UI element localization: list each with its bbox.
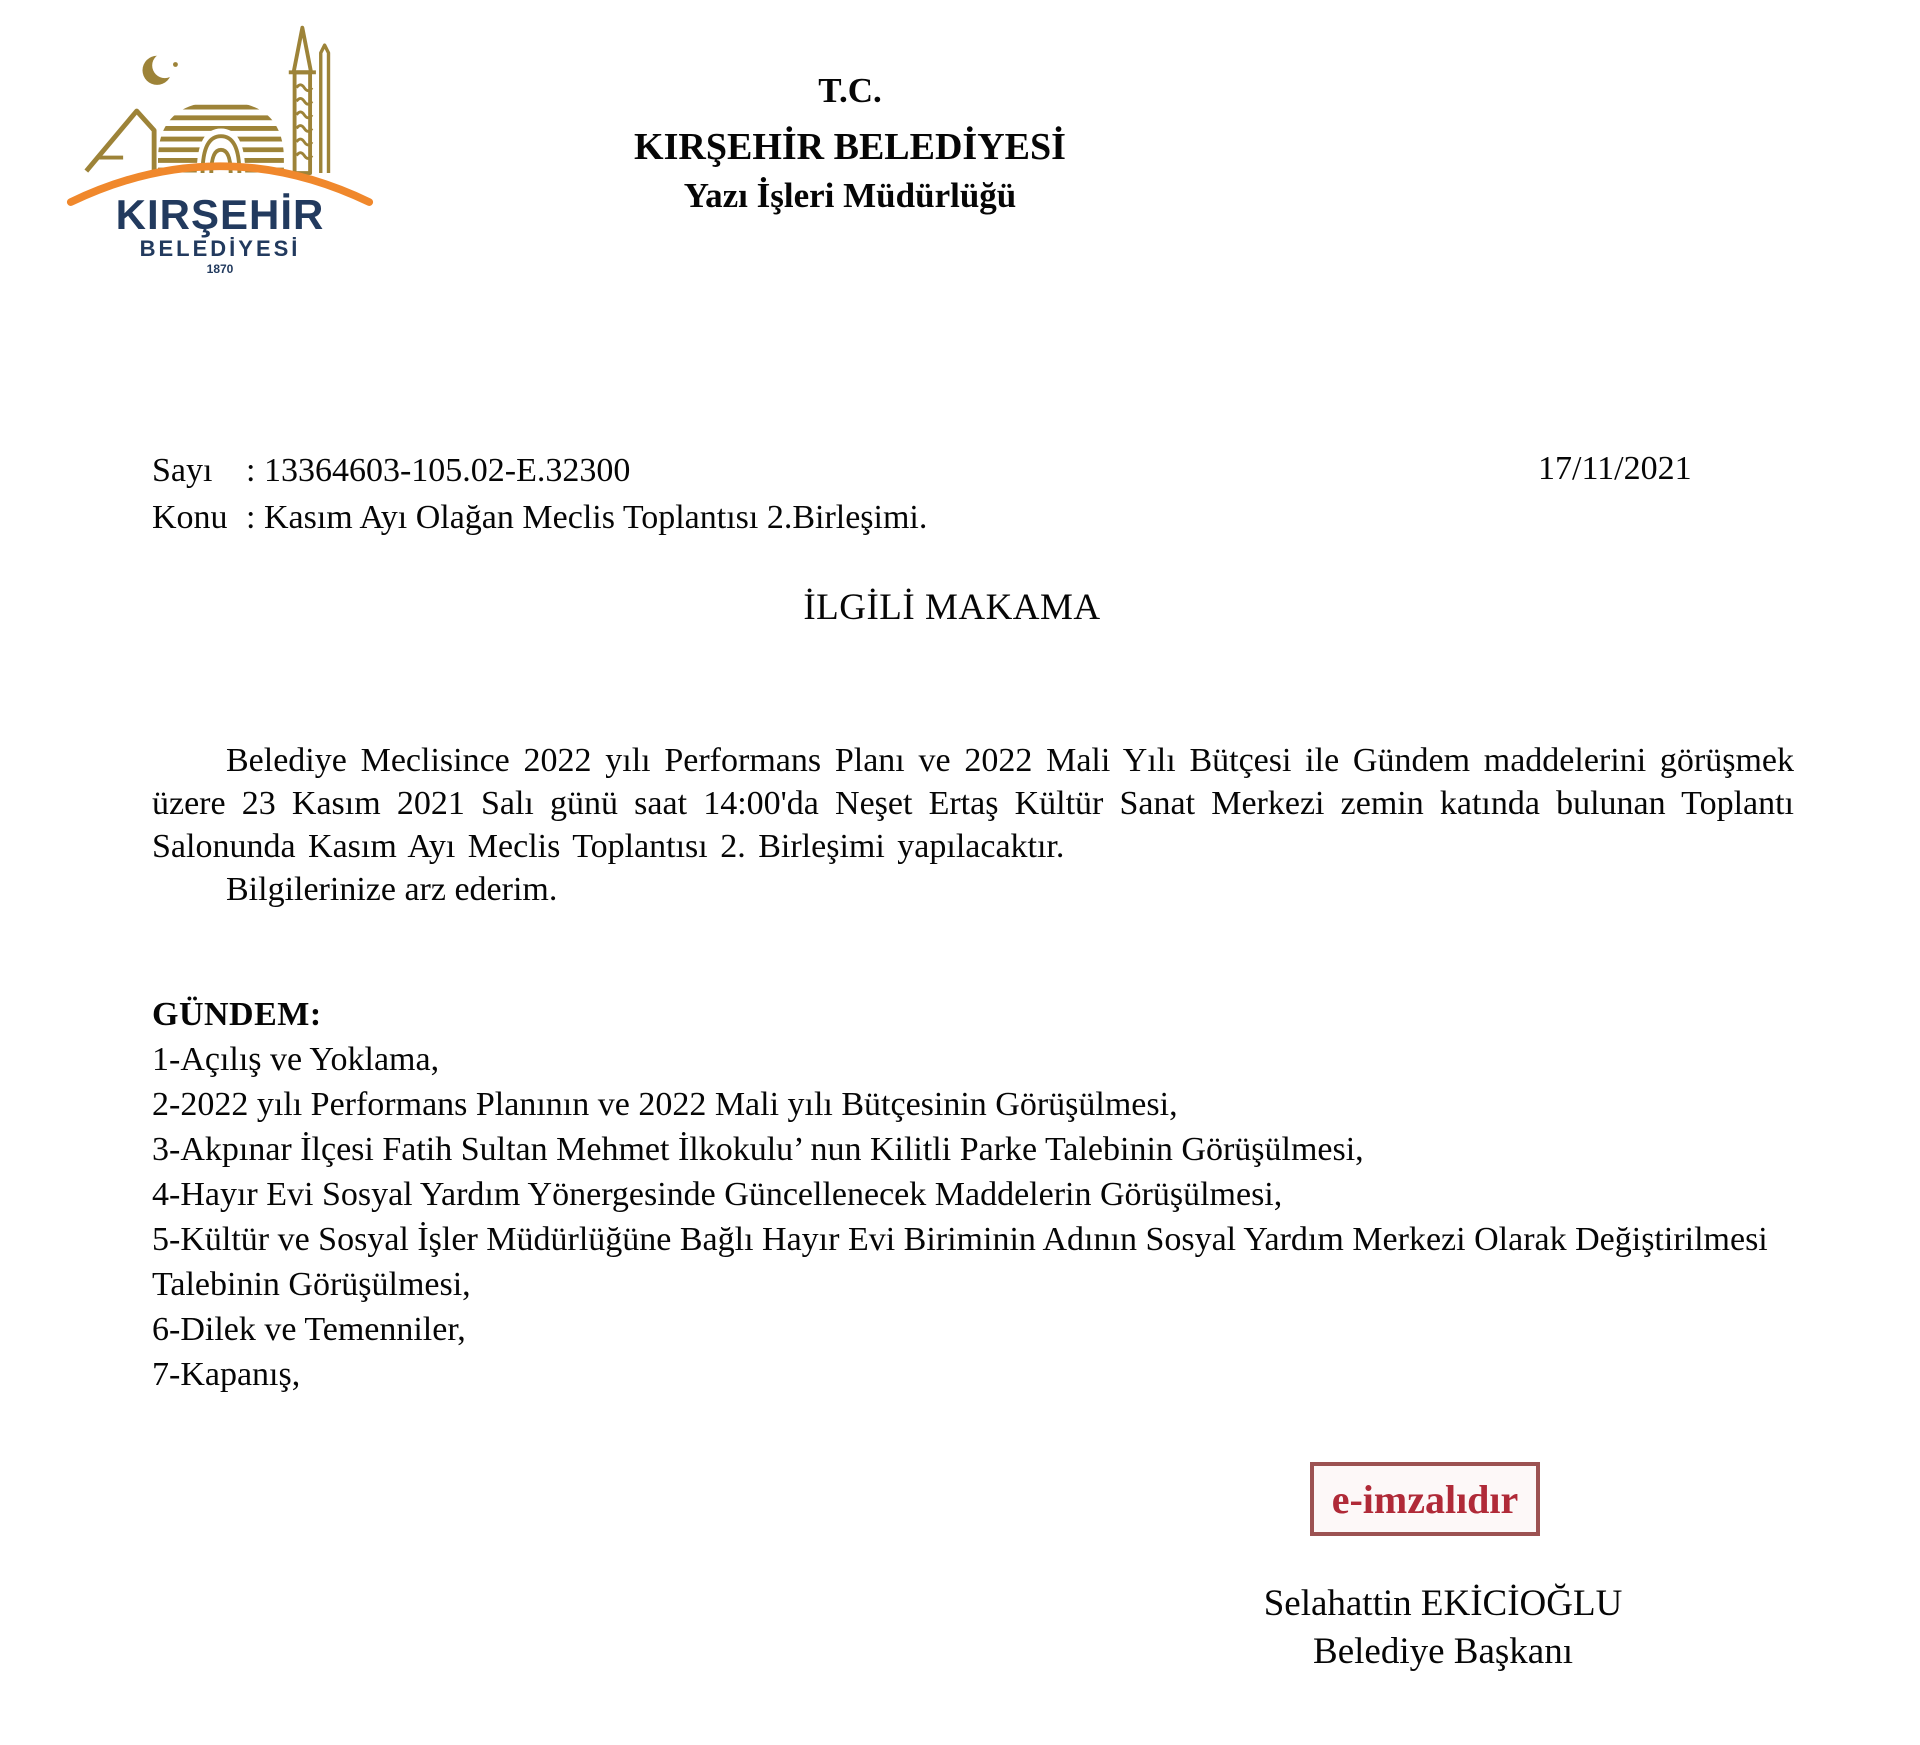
recipient-heading: İLGİLİ MAKAMA xyxy=(803,587,1101,628)
letterhead xyxy=(350,72,1350,216)
e-signature-stamp-label: e-imzalıdır xyxy=(1331,1476,1519,1522)
agenda-item-5: 5-Kültür ve Sosyal İşler Müdürlüğüne Bağlı Hayır Evi Biriminin Adının Sosyal Yardım Merkezi Olarak Değiştirilmesi Talebinin Görüşülmesi, xyxy=(152,1221,1768,1303)
signature-block xyxy=(1163,1580,1723,1676)
konu-label: Konu xyxy=(152,498,228,536)
department-heading: Yazı İşleri Müdürlüğü xyxy=(683,176,1017,216)
municipality-logo xyxy=(62,14,378,277)
logo-name: KIRŞEHİR xyxy=(115,191,325,238)
crescent-icon xyxy=(143,53,178,85)
agenda-title: GÜNDEM: xyxy=(152,996,322,1033)
konu-value: : Kasım Ayı Olağan Meclis Toplantısı 2.Birleşimi. xyxy=(246,498,928,536)
logo-year: 1870 xyxy=(206,262,234,277)
signatory-title: Belediye Başkanı xyxy=(1313,1631,1573,1672)
konu-row xyxy=(152,495,927,542)
document-date: 17/11/2021 xyxy=(1538,450,1692,487)
republic-heading: T.C. xyxy=(818,71,882,110)
logo-subtitle: BELEDİYESİ xyxy=(139,236,301,261)
municipality-heading: KIRŞEHİR BELEDİYESİ xyxy=(634,125,1066,168)
agenda-item-6: 6-Dilek ve Temenniler, xyxy=(152,1311,466,1348)
agenda-item-1: 1-Açılış ve Yoklama, xyxy=(152,1041,440,1078)
agenda-item-2: 2-2022 yılı Performans Planının ve 2022 Mali yılı Bütçesinin Görüşülmesi, xyxy=(152,1086,1178,1123)
document-meta xyxy=(152,448,927,542)
sayi-row xyxy=(152,448,927,495)
mosque-emblem-icon xyxy=(65,14,375,208)
agenda-item-4: 4-Hayır Evi Sosyal Yardım Yönergesinde Güncellenecek Maddelerin Görüşülmesi, xyxy=(152,1176,1283,1213)
sayi-value: : 13364603-105.02-E.32300 xyxy=(246,452,631,489)
sayi-label: Sayı xyxy=(152,452,213,489)
agenda-item-3: 3-Akpınar İlçesi Fatih Sultan Mehmet İlkokulu’ nun Kilitli Parke Talebinin Görüşülmesi, xyxy=(152,1131,1364,1168)
closing-line: Bilgilerinize arz ederim. xyxy=(226,871,558,908)
agenda-item-7: 7-Kapanış, xyxy=(152,1356,301,1393)
signatory-name: Selahattin EKİCİOĞLU xyxy=(1263,1583,1623,1624)
agenda-section xyxy=(152,992,1794,1397)
e-signature-stamp xyxy=(1310,1462,1540,1536)
house-icon xyxy=(86,111,154,171)
letter-body xyxy=(152,739,1794,911)
body-paragraph: Belediye Meclisince 2022 yılı Performans Planı ve 2022 Mali Yılı Bütçesi ile Gündem maddelerini görüşmek üzere 23 Kasım 2021 Salı günü saat 14:00'da Neşet Ertaş Kültür Sanat Merkezi zemin katında bulunan Toplantı Salonunda Kasım Ayı Meclis Toplantısı 2. Birleşimi yapılacaktır. xyxy=(152,742,1794,865)
minaret-icon xyxy=(289,28,329,173)
